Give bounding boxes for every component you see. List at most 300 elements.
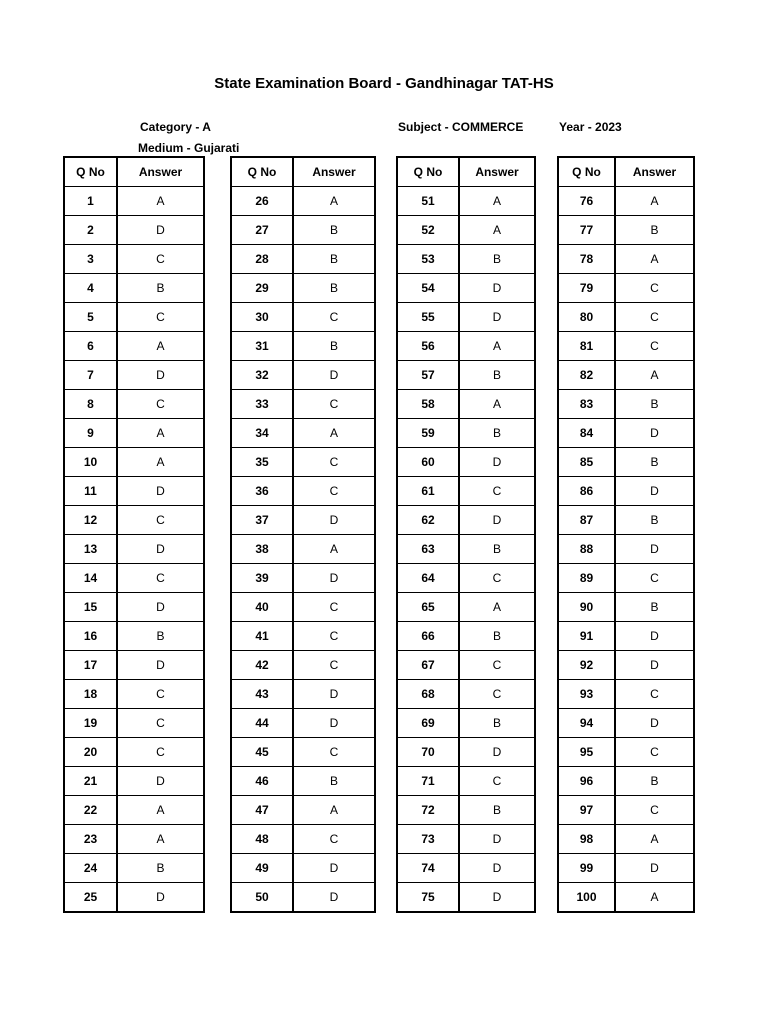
table-row [231,680,375,709]
table-row [397,245,535,274]
table-row [231,448,375,477]
answer-cell: D [615,651,694,680]
table-row [397,187,535,216]
answer-cell: C [293,448,375,477]
table-row [64,651,204,680]
table-row [397,535,535,564]
answer-cell: D [117,361,204,390]
table-row [558,738,694,767]
table-row [231,709,375,738]
table-row [64,506,204,535]
table-row [64,680,204,709]
question-number: 13 [64,535,117,564]
table-row [558,651,694,680]
question-number: 81 [558,332,615,361]
question-number: 95 [558,738,615,767]
answer-cell: D [459,303,535,332]
answer-cell: D [615,419,694,448]
answer-cell: C [615,680,694,709]
question-number: 54 [397,274,459,303]
question-number: 6 [64,332,117,361]
question-number: 42 [231,651,293,680]
table-row [558,390,694,419]
question-number: 79 [558,274,615,303]
answer-cell: D [459,274,535,303]
answer-cell: C [117,680,204,709]
answer-cell: D [293,854,375,883]
table-row [231,651,375,680]
question-number: 44 [231,709,293,738]
answer-cell: C [117,564,204,593]
question-number: 9 [64,419,117,448]
table-row [231,506,375,535]
question-number: 29 [231,274,293,303]
answer-cell: C [117,303,204,332]
answer-cell: D [459,506,535,535]
question-number: 76 [558,187,615,216]
question-number: 30 [231,303,293,332]
table-row [231,419,375,448]
table-row [231,825,375,854]
qno-header: Q No [64,157,117,187]
table-row [231,361,375,390]
answer-cell: D [293,361,375,390]
answer-cell: A [293,187,375,216]
table-row [64,187,204,216]
table-row [231,303,375,332]
table-row [558,419,694,448]
table-row [397,767,535,796]
question-number: 36 [231,477,293,506]
question-number: 55 [397,303,459,332]
question-number: 56 [397,332,459,361]
table-row [231,245,375,274]
question-number: 12 [64,506,117,535]
answer-cell: D [615,854,694,883]
table-row [558,796,694,825]
year-label: Year - 2023 [559,120,622,134]
answer-cell: B [117,274,204,303]
table-row [64,709,204,738]
answer-cell: B [459,419,535,448]
answer-cell: B [459,796,535,825]
answer-cell: D [459,825,535,854]
answer-cell: C [459,767,535,796]
table-row [64,796,204,825]
table-row [397,738,535,767]
answer-cell: A [293,535,375,564]
question-number: 53 [397,245,459,274]
answer-cell: A [615,825,694,854]
table-row [64,390,204,419]
answer-cell: C [293,593,375,622]
table-row [397,274,535,303]
question-number: 10 [64,448,117,477]
answer-cell: D [293,564,375,593]
answer-cell: B [615,216,694,245]
table-row [397,680,535,709]
question-number: 40 [231,593,293,622]
table-row [397,651,535,680]
question-number: 33 [231,390,293,419]
table-row [397,361,535,390]
answer-cell: A [459,216,535,245]
answer-cell: D [459,883,535,913]
question-number: 60 [397,448,459,477]
question-number: 5 [64,303,117,332]
table-row [397,303,535,332]
table-row [231,796,375,825]
table-row [231,738,375,767]
question-number: 85 [558,448,615,477]
question-number: 98 [558,825,615,854]
question-number: 91 [558,622,615,651]
question-number: 1 [64,187,117,216]
question-number: 82 [558,361,615,390]
answer-cell: B [293,245,375,274]
question-number: 17 [64,651,117,680]
answer-table-3 [396,156,536,913]
question-number: 96 [558,767,615,796]
table-row [397,854,535,883]
table-row [558,506,694,535]
answer-table-4 [557,156,695,913]
answer-cell: B [459,245,535,274]
table-row [64,825,204,854]
table-row [558,187,694,216]
table-row [558,680,694,709]
table-row [64,274,204,303]
answer-cell: C [293,622,375,651]
table-row [558,535,694,564]
table-row [558,361,694,390]
answer-cell: A [117,419,204,448]
question-number: 87 [558,506,615,535]
category-label: Category - A [140,120,211,134]
table-row [64,535,204,564]
table-row [64,448,204,477]
answer-cell: B [293,332,375,361]
answer-header: Answer [615,157,694,187]
table-row [558,767,694,796]
question-number: 88 [558,535,615,564]
table-row [397,390,535,419]
answer-cell: B [615,390,694,419]
table-row [231,535,375,564]
qno-header: Q No [558,157,615,187]
answer-cell: A [117,187,204,216]
answer-cell: B [615,593,694,622]
answer-cell: A [117,332,204,361]
table-row [64,361,204,390]
question-number: 57 [397,361,459,390]
answer-cell: C [459,680,535,709]
answer-cell: A [293,419,375,448]
answer-cell: A [459,332,535,361]
answer-cell: D [293,883,375,913]
question-number: 43 [231,680,293,709]
question-number: 86 [558,477,615,506]
question-number: 26 [231,187,293,216]
table-row [64,332,204,361]
answer-cell: C [293,390,375,419]
table-row [64,419,204,448]
answer-cell: B [117,854,204,883]
answer-header: Answer [293,157,375,187]
question-number: 100 [558,883,615,913]
question-number: 83 [558,390,615,419]
table-row [558,825,694,854]
answer-cell: A [459,593,535,622]
question-number: 69 [397,709,459,738]
answer-cell: C [117,738,204,767]
answer-cell: C [615,738,694,767]
table-row [64,477,204,506]
table-row [397,448,535,477]
table-row [64,564,204,593]
answer-cell: B [293,216,375,245]
question-number: 48 [231,825,293,854]
table-row [397,709,535,738]
question-number: 22 [64,796,117,825]
table-row [558,216,694,245]
question-number: 49 [231,854,293,883]
table-row [397,477,535,506]
answer-cell: B [459,622,535,651]
answer-cell: D [615,622,694,651]
table-row [64,216,204,245]
table-row [231,767,375,796]
answer-cell: D [459,854,535,883]
table-row [64,854,204,883]
answer-cell: D [117,883,204,913]
medium-label: Medium - Gujarati [138,141,240,155]
question-number: 47 [231,796,293,825]
question-number: 32 [231,361,293,390]
answer-cell: B [117,622,204,651]
answer-cell: D [615,535,694,564]
table-row [558,332,694,361]
answer-cell: C [117,245,204,274]
question-number: 51 [397,187,459,216]
question-number: 16 [64,622,117,651]
answer-cell: C [459,564,535,593]
table-row [397,622,535,651]
question-number: 46 [231,767,293,796]
question-number: 31 [231,332,293,361]
question-number: 67 [397,651,459,680]
answer-cell: B [615,448,694,477]
question-number: 14 [64,564,117,593]
table-row [231,477,375,506]
question-number: 73 [397,825,459,854]
table-row [231,854,375,883]
question-number: 28 [231,245,293,274]
answer-cell: D [117,216,204,245]
answer-cell: B [459,361,535,390]
answer-cell: D [117,477,204,506]
table-row [231,187,375,216]
answer-cell: A [615,883,694,913]
table-row [558,709,694,738]
question-number: 93 [558,680,615,709]
question-number: 94 [558,709,615,738]
question-number: 15 [64,593,117,622]
table-row [64,593,204,622]
table-row [558,564,694,593]
question-number: 18 [64,680,117,709]
table-row [397,506,535,535]
answer-cell: A [117,448,204,477]
table-row [558,593,694,622]
table-row [558,883,694,913]
answer-cell: A [117,796,204,825]
answer-header: Answer [117,157,204,187]
question-number: 99 [558,854,615,883]
question-number: 78 [558,245,615,274]
question-number: 89 [558,564,615,593]
table-row [558,622,694,651]
answer-cell: C [459,651,535,680]
question-number: 8 [64,390,117,419]
question-number: 39 [231,564,293,593]
question-number: 61 [397,477,459,506]
question-number: 92 [558,651,615,680]
question-number: 19 [64,709,117,738]
answer-cell: D [117,651,204,680]
table-row [231,883,375,913]
table-row [64,245,204,274]
table-row [231,274,375,303]
table-row [397,216,535,245]
answer-header: Answer [459,157,535,187]
table-row [231,622,375,651]
answer-cell: D [293,506,375,535]
answer-cell: A [293,796,375,825]
answer-cell: B [293,274,375,303]
question-number: 45 [231,738,293,767]
question-number: 11 [64,477,117,506]
question-number: 41 [231,622,293,651]
table-row [64,883,204,913]
answer-cell: C [615,564,694,593]
answer-cell: A [459,187,535,216]
answer-cell: C [615,274,694,303]
answer-cell: C [117,709,204,738]
question-number: 74 [397,854,459,883]
table-row [231,332,375,361]
question-number: 65 [397,593,459,622]
question-number: 35 [231,448,293,477]
subject-label: Subject - COMMERCE [398,120,524,134]
question-number: 27 [231,216,293,245]
answer-cell: B [459,709,535,738]
answer-cell: A [615,361,694,390]
answer-cell: C [615,796,694,825]
table-row [558,854,694,883]
table-row [397,564,535,593]
table-row [64,767,204,796]
table-row [558,303,694,332]
answer-table-2 [230,156,376,913]
table-row [558,274,694,303]
table-row [64,622,204,651]
table-row [231,564,375,593]
question-number: 90 [558,593,615,622]
question-number: 3 [64,245,117,274]
question-number: 50 [231,883,293,913]
question-number: 34 [231,419,293,448]
table-row [231,216,375,245]
question-number: 4 [64,274,117,303]
answer-cell: C [293,651,375,680]
page-title: State Examination Board - Gandhinagar TAT-HS [214,75,554,92]
table-row [397,332,535,361]
question-number: 21 [64,767,117,796]
answer-cell: C [117,390,204,419]
question-number: 68 [397,680,459,709]
answer-cell: C [117,506,204,535]
answer-cell: D [117,535,204,564]
table-row [397,825,535,854]
answer-table-1 [63,156,205,913]
answer-cell: D [293,680,375,709]
answer-cell: A [615,245,694,274]
question-number: 71 [397,767,459,796]
answer-cell: C [459,477,535,506]
table-row [397,419,535,448]
question-number: 2 [64,216,117,245]
question-number: 84 [558,419,615,448]
question-number: 80 [558,303,615,332]
answer-cell: B [293,767,375,796]
question-number: 63 [397,535,459,564]
answer-cell: D [615,709,694,738]
answer-cell: C [293,738,375,767]
table-row [64,738,204,767]
answer-cell: A [459,390,535,419]
question-number: 37 [231,506,293,535]
answer-cell: D [459,448,535,477]
answer-cell: B [615,767,694,796]
question-number: 62 [397,506,459,535]
table-row [558,477,694,506]
answer-cell: A [117,825,204,854]
question-number: 24 [64,854,117,883]
table-row [558,245,694,274]
table-row [558,448,694,477]
question-number: 25 [64,883,117,913]
answer-cell: D [615,477,694,506]
table-row [397,796,535,825]
answer-cell: A [615,187,694,216]
table-row [231,593,375,622]
answer-cell: C [293,825,375,854]
question-number: 38 [231,535,293,564]
table-row [397,883,535,913]
question-number: 64 [397,564,459,593]
answer-cell: D [117,593,204,622]
table-row [231,390,375,419]
answer-cell: C [293,477,375,506]
answer-cell: C [615,303,694,332]
answer-cell: C [293,303,375,332]
question-number: 7 [64,361,117,390]
answer-cell: D [117,767,204,796]
question-number: 72 [397,796,459,825]
question-number: 77 [558,216,615,245]
qno-header: Q No [231,157,293,187]
